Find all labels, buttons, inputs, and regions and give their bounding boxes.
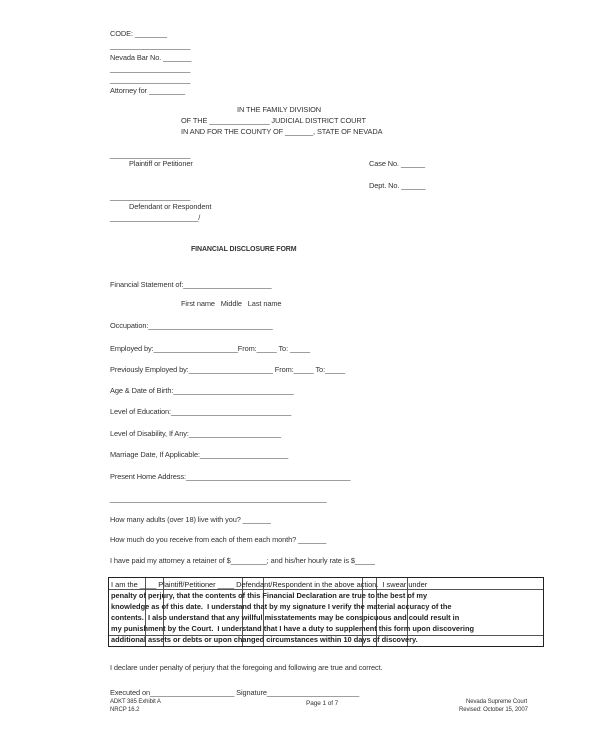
age-birth-field: Age & Date of Birth:______________________________ [110,386,294,395]
home-address-field: Present Home Address:_________________________________________ [110,472,351,481]
grid-line [109,589,543,590]
previously-employed-field: Previously Employed by:_____________________ From:_____ To:_____ [110,365,346,374]
case-number-field: Case No. ______ [369,159,426,168]
caption-closing-line: ______________________/ [110,213,201,222]
court-division: IN THE FAMILY DIVISION [237,105,322,114]
marriage-date-field: Marriage Date, If Applicable:______________________ [110,450,289,459]
oath-line: penalty of perjury, that the contents of this Financial Declaration are true to the best of my [111,591,428,600]
footer-revised-date: Revised: October 15, 2007 [459,707,528,713]
plaintiff-line: ____________________ [110,150,191,159]
code-field: CODE: ________ [110,29,167,38]
oath-line: additional assets or debts or upon changed circumstances within 10 days of discovery. [111,635,418,644]
receive-question: How much do you receive from each of them each month? _______ [110,535,327,544]
department-number-field: Dept. No. ______ [369,181,426,190]
oath-line: my punishment by the Court. I understand that I have a duty to supplement this form upon discovering [111,624,474,633]
bar-number-field: Nevada Bar No. _______ [110,53,192,62]
oath-line: I am the ____ Plaintiff/Petitioner ____ Defendant/Respondent in the above action. I swear under [111,580,428,589]
court-district: OF THE _______________ JUDICIAL DISTRICT COURT [181,116,366,125]
signature-line: Executed on_____________________ Signature_______________________ [110,688,360,697]
financial-statement-field: Financial Statement of:______________________ [110,280,272,289]
oath-line: contents. I also understand that any willful misstatements may be conspicuous and could result in [111,613,460,622]
footer-rule: NRCP 16.2 [110,707,140,713]
oath-box [108,577,544,647]
perjury-declaration: I declare under penalty of perjury that the foregoing and following are true and correct. [110,663,383,672]
blank-line: ____________________ [110,75,191,84]
footer-page-number: Page 1 of 7 [306,700,339,707]
education-field: Level of Education:______________________________ [110,407,292,416]
blank-line: ____________________ [110,64,191,73]
court-county: IN AND FOR THE COUNTY OF _______, STATE OF NEVADA [181,127,383,136]
oath-line: knowledge as of this date. I understand that by my signature I verify the material accuracy of the [111,602,452,611]
attorney-for-field: Attorney for _________ [110,86,186,95]
name-parts-label: First name Middle Last name [181,299,282,308]
retainer-question: I have paid my attorney a retainer of $_________; and his/her hourly rate is $_____ [110,556,375,565]
occupation-field: Occupation:_______________________________ [110,321,273,330]
adults-question: How many adults (over 18) live with you? _______ [110,515,271,524]
plaintiff-label: Plaintiff or Petitioner [129,159,193,168]
employed-by-field: Employed by:_____________________From:_____ To: _____ [110,344,311,353]
address-continuation-line: ______________________________________________________ [110,494,327,503]
blank-line: ____________________ [110,41,191,50]
form-title: FINANCIAL DISCLOSURE FORM [191,246,297,253]
disability-field: Level of Disability, If Any:_______________________ [110,429,282,438]
defendant-label: Defendant or Respondent [129,202,212,211]
defendant-line: ____________________ [110,192,191,201]
footer-exhibit: ADKT 385 Exhibit A [110,699,161,705]
footer-court: Nevada Supreme Court [466,699,528,705]
